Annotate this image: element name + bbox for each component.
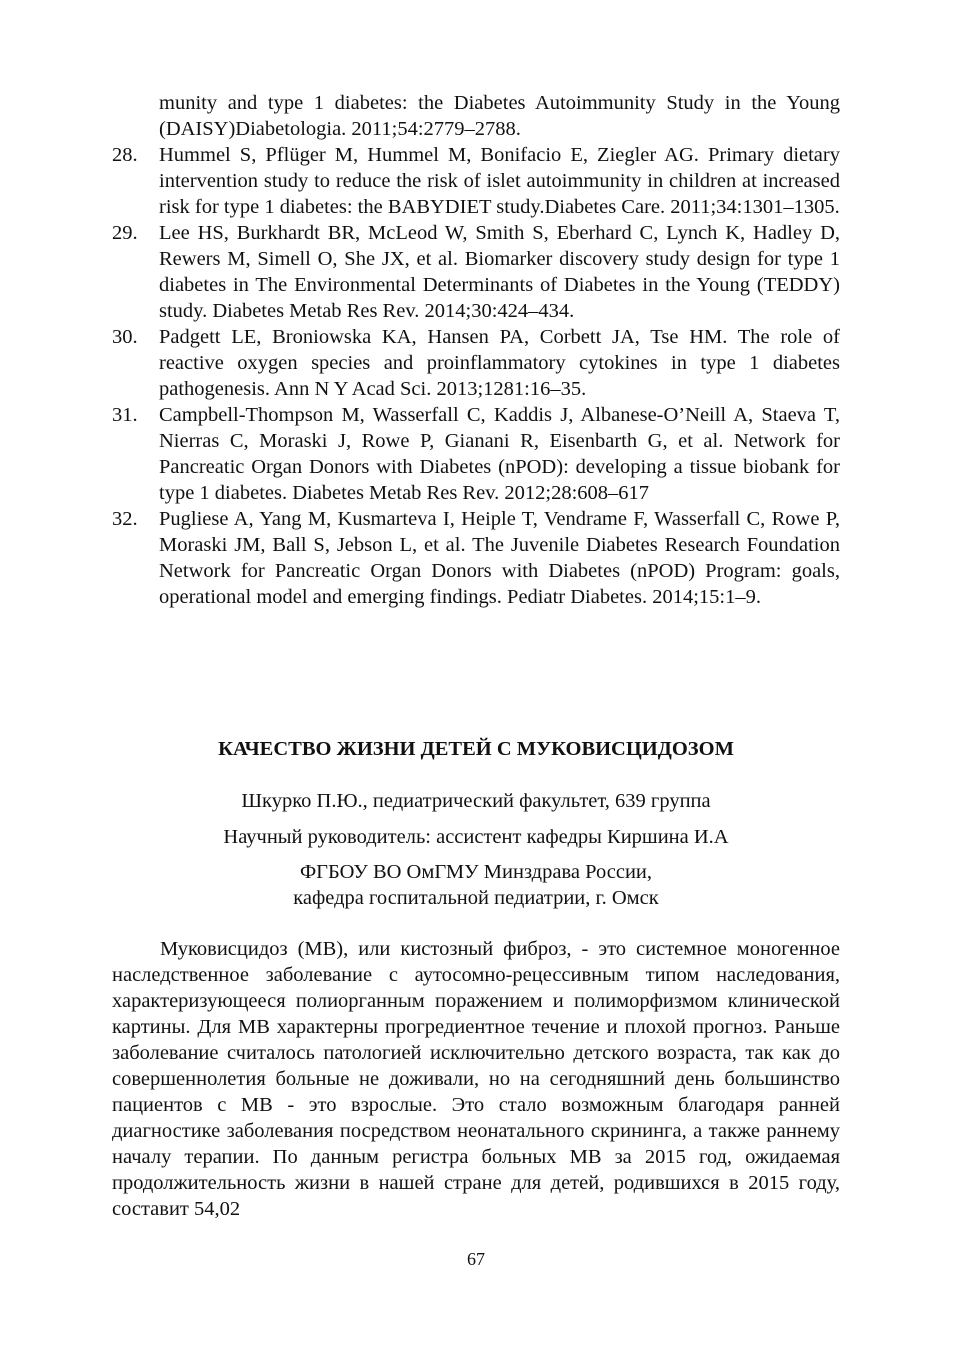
reference-item — [112, 506, 840, 610]
reference-text: Campbell-Thompson M, Wasserfall C, Kaddis J, Albanese-O’Neill A, Staeva T, Nierras C, Moraski J, Rowe P, Gianani R, Eisenbarth G, et al. Network for Pancreatic Organ Donors with Diabetes (nPOD): developing a tissue biobank for type 1 diabetes. Diabetes Metab Res Rev. 2012;28:608–617 — [159, 404, 840, 504]
reference-text: Pugliese A, Yang M, Kusmarteva I, Heiple T, Vendrame F, Wasserfall C, Rowe P, Moraski JM, Ball S, Jebson L, et al. The Juvenile Diabetes Research Foundation Network for Pancreatic Organ Donors with Diabetes (nPOD) Program: goals, operational model and emerging findings. Pediatr Diabetes. 2014;15:1–9. — [159, 508, 840, 608]
article-supervisor: Научный руководитель: ассистент кафедры Киршина И.А — [223, 826, 729, 848]
reference-continuation: munity and type 1 diabetes: the Diabetes Autoimmunity Study in the Young (DAISY)Diabetologia. 2011;54:2779–2788. — [159, 92, 840, 140]
reference-item — [112, 324, 840, 402]
article-title: КАЧЕСТВО ЖИЗНИ ДЕТЕЙ С МУКОВИСЦИДОЗОМ — [218, 738, 734, 760]
article-affiliation — [112, 859, 840, 911]
reference-number: 32. — [112, 508, 138, 530]
article-author: Шкурко П.Ю., педиатрический факультет, 639 группа — [241, 790, 711, 812]
reference-number: 28. — [112, 144, 138, 166]
reference-item — [112, 402, 840, 506]
reference-list — [112, 90, 840, 610]
reference-number: 31. — [112, 404, 138, 426]
reference-number: 29. — [112, 222, 138, 244]
affiliation-line-1: ФГБОУ ВО ОмГМУ Минздрава России, — [299, 861, 653, 883]
reference-number: 30. — [112, 326, 138, 348]
reference-item — [112, 220, 840, 324]
reference-text: Hummel S, Pflüger M, Hummel M, Bonifacio E, Ziegler AG. Primary dietary intervention study to reduce the risk of islet autoimmunity in children at increased risk for type 1 diabetes: the BABYDIET study.Diabetes Care. 2011;34:1301–1305. — [159, 144, 840, 218]
reference-item — [112, 142, 840, 220]
affiliation-line-2: кафедра госпитальной педиатрии, г. Омск — [293, 887, 659, 909]
page-number: 67 — [467, 1249, 485, 1269]
reference-text: Lee HS, Burkhardt BR, McLeod W, Smith S, Eberhard C, Lynch K, Hadley D, Rewers M, Simell O, She JX, et al. Biomarker discovery study design for type 1 diabetes in The Environmental Determinants of Diabetes in the Young (TEDDY) study. Diabetes Metab Res Rev. 2014;30:424–434. — [159, 222, 840, 322]
article-body-paragraph: Муковисцидоз (МВ), или кистозный фиброз, - это системное моногенное наследственное заболевание с аутосомно-рецессивным типом наследования, характеризующееся полиорганным поражением и полиморфизмом клинической картины. Для МВ характерны прогредиентное течение и плохой прогноз. Раньше заболевание считалось патологией исключительно детского возраста, так как до совершеннолетия больные не доживали, но на сегодняшний день большинство пациентов с МВ - это взрослые. Это стало возможным благодаря ранней диагностике заболевания посредством неонатального скрининга, а также раннему началу терапии. По данным регистра больных МВ за 2015 год, ожидаемая продолжительность жизни в нашей стране для детей, родившихся в 2015 году, составит 54,02 — [112, 938, 840, 1220]
reference-text: Padgett LE, Broniowska KA, Hansen PA, Corbett JA, Tse HM. The role of reactive oxygen species and proinflammatory cytokines in type 1 diabetes pathogenesis. Ann N Y Acad Sci. 2013;1281:16–35. — [159, 326, 840, 400]
